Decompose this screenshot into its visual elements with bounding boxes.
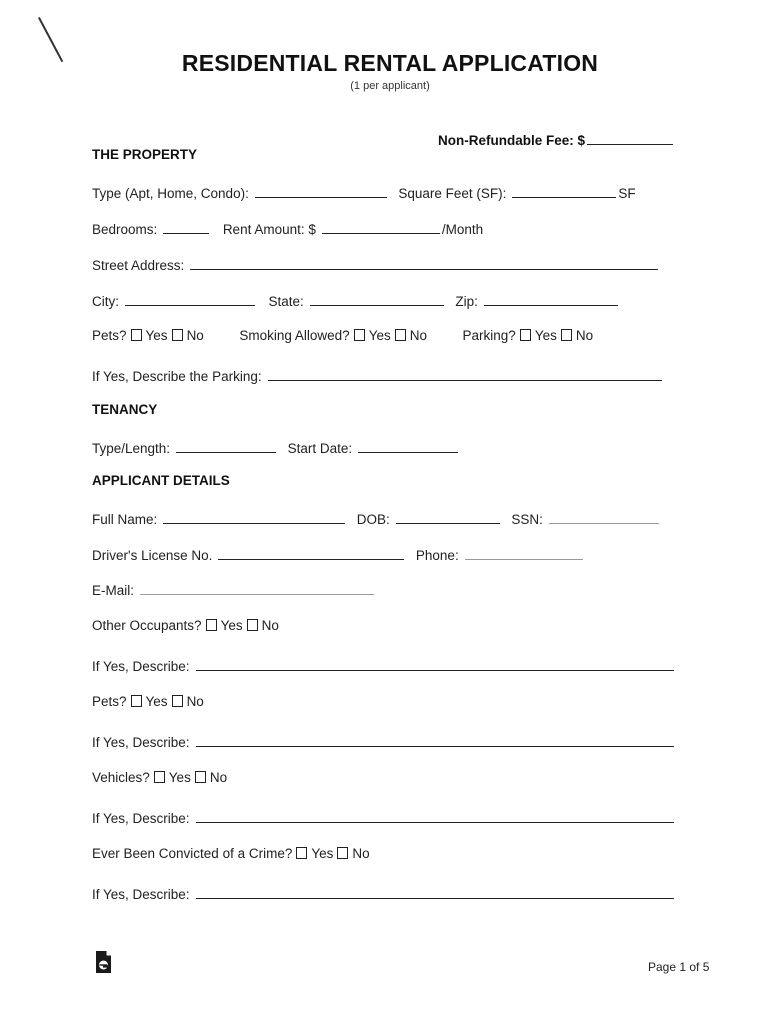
- vehicles-describe-label: If Yes, Describe:: [92, 811, 190, 826]
- city-state-zip-row: [92, 292, 620, 309]
- applicant-pets-no-checkbox[interactable]: [172, 695, 183, 707]
- document-subtitle: (1 per applicant): [350, 80, 430, 92]
- city-label: City:: [92, 294, 119, 309]
- crime-no-checkbox[interactable]: [337, 847, 348, 859]
- no-label: No: [209, 770, 228, 785]
- email-row: [92, 581, 376, 598]
- rent-unit: /Month: [441, 222, 484, 237]
- property-pets-label: Pets?: [92, 328, 127, 343]
- email-field[interactable]: [140, 581, 374, 595]
- state-field[interactable]: [310, 292, 444, 306]
- vehicles-describe-field[interactable]: [196, 809, 674, 823]
- no-label: No: [261, 618, 279, 633]
- dob-label: DOB:: [356, 512, 390, 527]
- parking-describe-row: [92, 367, 664, 384]
- no-label: No: [186, 694, 204, 709]
- phone-label: Phone:: [415, 548, 459, 563]
- pets-describe-row: [92, 733, 676, 750]
- zip-field[interactable]: [484, 292, 618, 306]
- tenancy-type-label: Type/Length:: [92, 441, 171, 456]
- vehicles-describe-row: [92, 809, 676, 826]
- sqft-label: Square Feet (SF):: [398, 186, 507, 201]
- no-label: No: [352, 846, 370, 861]
- applicant-pets-yes-checkbox[interactable]: [131, 695, 142, 707]
- tenancy-type-field[interactable]: [176, 439, 276, 453]
- dob-field[interactable]: [396, 510, 500, 524]
- yes-label: Yes: [145, 328, 168, 343]
- occupants-row: [92, 618, 279, 633]
- page-number: Page 1 of 5: [648, 960, 710, 974]
- name-dob-ssn-row: [92, 510, 661, 527]
- crime-describe-label: If Yes, Describe:: [92, 887, 190, 902]
- fee-label: Non-Refundable Fee: $: [438, 133, 586, 148]
- parking-describe-label: If Yes, Describe the Parking:: [92, 369, 262, 384]
- yes-label: Yes: [368, 328, 391, 343]
- pets-smoking-parking-row: [92, 328, 593, 343]
- parking-label: Parking?: [462, 328, 516, 343]
- smoking-no-checkbox[interactable]: [395, 329, 406, 341]
- section-heading-applicant: APPLICANT DETAILS: [92, 473, 230, 488]
- license-phone-row: [92, 546, 585, 563]
- yes-label: Yes: [145, 694, 168, 709]
- crime-row: [92, 846, 370, 861]
- fee-row: [438, 131, 675, 148]
- street-label: Street Address:: [92, 258, 185, 273]
- full-name-field[interactable]: [163, 510, 345, 524]
- property-type-row: [92, 184, 636, 201]
- zip-label: Zip:: [455, 294, 478, 309]
- tenancy-row: [92, 439, 460, 456]
- occupants-label: Other Occupants?: [92, 618, 202, 633]
- property-pets-no-checkbox[interactable]: [172, 329, 183, 341]
- vehicles-label: Vehicles?: [92, 770, 150, 785]
- street-field[interactable]: [190, 256, 658, 270]
- occupants-yes-checkbox[interactable]: [206, 619, 217, 631]
- street-row: [92, 256, 660, 273]
- fee-field[interactable]: [587, 131, 673, 145]
- applicant-pets-label: Pets?: [92, 694, 127, 709]
- email-label: E-Mail:: [92, 583, 135, 598]
- bedrooms-field[interactable]: [163, 220, 209, 234]
- phone-field[interactable]: [465, 546, 583, 560]
- yes-label: Yes: [168, 770, 191, 785]
- yes-label: Yes: [534, 328, 557, 343]
- sqft-unit: SF: [618, 186, 636, 201]
- rent-field[interactable]: [322, 220, 440, 234]
- no-label: No: [409, 328, 427, 343]
- occupants-describe-field[interactable]: [196, 657, 674, 671]
- section-heading-property: THE PROPERTY: [92, 147, 198, 162]
- yes-label: Yes: [311, 846, 334, 861]
- occupants-no-checkbox[interactable]: [247, 619, 258, 631]
- document-title: RESIDENTIAL RENTAL APPLICATION: [181, 50, 599, 76]
- smoking-yes-checkbox[interactable]: [354, 329, 365, 341]
- vehicles-no-checkbox[interactable]: [195, 771, 206, 783]
- bedrooms-rent-row: [92, 220, 483, 237]
- crime-label: Ever Been Convicted of a Crime?: [92, 846, 293, 861]
- start-date-label: Start Date:: [287, 441, 353, 456]
- property-type-label: Type (Apt, Home, Condo):: [92, 186, 249, 201]
- license-field[interactable]: [218, 546, 404, 560]
- no-label: No: [575, 328, 594, 343]
- no-label: No: [186, 328, 204, 343]
- parking-yes-checkbox[interactable]: [520, 329, 531, 341]
- pets-describe-label: If Yes, Describe:: [92, 735, 190, 750]
- pets-describe-field[interactable]: [196, 733, 674, 747]
- crime-describe-field[interactable]: [196, 885, 674, 899]
- rent-label: Rent Amount: $: [222, 222, 316, 237]
- property-type-field[interactable]: [255, 184, 387, 198]
- property-pets-yes-checkbox[interactable]: [131, 329, 142, 341]
- occupants-describe-label: If Yes, Describe:: [92, 659, 190, 674]
- sqft-field[interactable]: [512, 184, 616, 198]
- occupants-describe-row: [92, 657, 676, 674]
- start-date-field[interactable]: [358, 439, 458, 453]
- crime-yes-checkbox[interactable]: [296, 847, 307, 859]
- crime-describe-row: [92, 885, 676, 902]
- license-label: Driver's License No.: [92, 548, 213, 563]
- parking-no-checkbox[interactable]: [561, 329, 572, 341]
- ssn-field[interactable]: [549, 510, 659, 524]
- applicant-pets-row: [92, 694, 204, 709]
- parking-describe-field[interactable]: [268, 367, 662, 381]
- ssn-label: SSN:: [511, 512, 543, 527]
- vehicles-row: [92, 770, 227, 785]
- vehicles-yes-checkbox[interactable]: [154, 771, 165, 783]
- city-field[interactable]: [125, 292, 255, 306]
- section-heading-tenancy: TENANCY: [92, 402, 158, 417]
- state-label: State:: [268, 294, 304, 309]
- eforms-logo-icon: [94, 950, 112, 979]
- smoking-label: Smoking Allowed?: [239, 328, 350, 343]
- full-name-label: Full Name:: [92, 512, 158, 527]
- bedrooms-label: Bedrooms:: [92, 222, 158, 237]
- yes-label: Yes: [220, 618, 243, 633]
